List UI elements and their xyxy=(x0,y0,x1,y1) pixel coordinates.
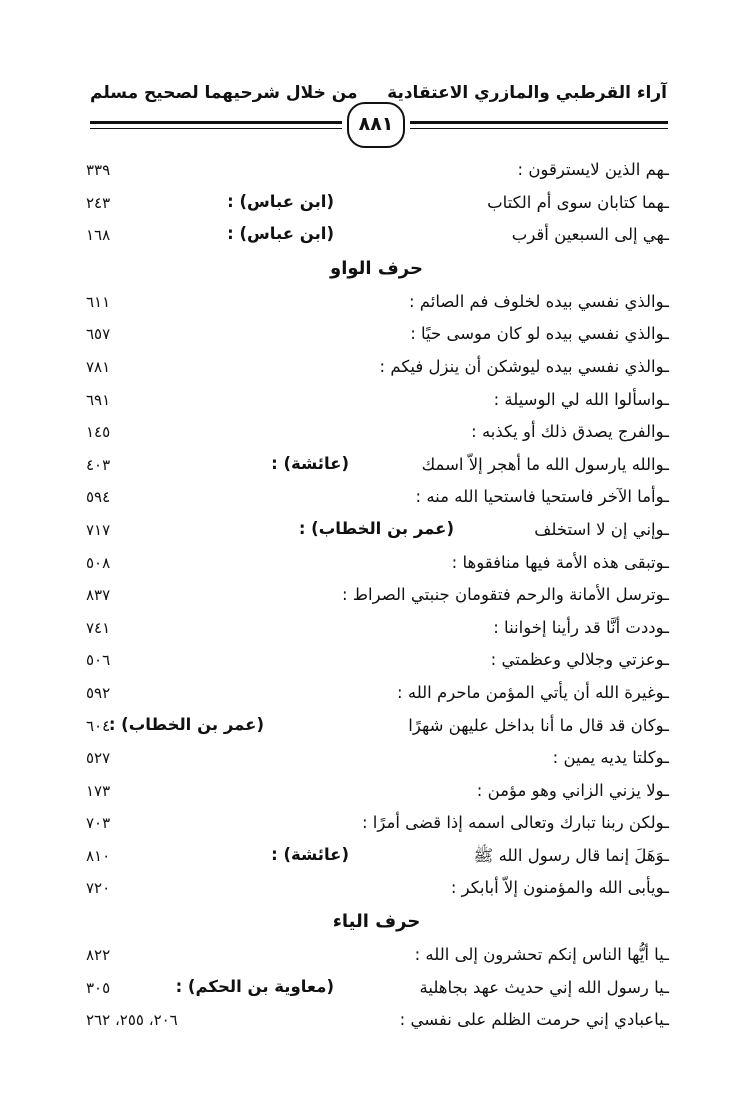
entry-narrator: (عائشة) : xyxy=(271,844,349,864)
entry-page: ٧٢٠ xyxy=(86,879,111,898)
entry-text: ـوددت أنَّا قد رأينا إخواننا : xyxy=(493,617,669,637)
entry-page: ٥٩٢ xyxy=(86,683,111,702)
hadith-index-list xyxy=(84,156,669,1039)
entry-page: ٦٠٤ xyxy=(86,716,111,735)
index-entry xyxy=(84,941,669,974)
index-entry xyxy=(84,156,669,189)
entry-page: ٧٨١ xyxy=(86,357,111,376)
index-entry xyxy=(84,189,669,222)
entry-page: ١٧٣ xyxy=(86,781,111,800)
entry-page: ٦٥٧ xyxy=(86,325,111,344)
entry-page: ٥٩٤ xyxy=(86,488,111,507)
entry-page: ٤٠٣ xyxy=(86,455,111,474)
entry-text: ـوَهَلَ إنما قال رسول الله ﷺ xyxy=(473,845,669,865)
index-entry xyxy=(84,221,669,254)
entry-text: ـياعبادي إني حرمت الظلم على نفسي : xyxy=(399,1010,669,1030)
entry-text: ـهي إلى السبعين أقرب xyxy=(511,225,669,245)
entry-page: ٧١٧ xyxy=(86,520,111,539)
index-entry xyxy=(84,646,669,679)
entry-page: ٥٢٧ xyxy=(86,749,111,768)
entry-text: ـوالفرج يصدق ذلك أو يكذبه : xyxy=(471,422,669,442)
index-entry xyxy=(84,679,669,712)
index-entry xyxy=(84,581,669,614)
entry-page: ٣٠٥ xyxy=(86,978,111,997)
entry-page: ٥٠٦ xyxy=(86,651,111,670)
entry-page: ٢٤٣ xyxy=(86,193,111,212)
entry-page: ٥٠٨ xyxy=(86,553,111,572)
header-rule-left-thin xyxy=(90,128,342,129)
index-entry xyxy=(84,353,669,386)
index-entry xyxy=(84,516,669,549)
index-entry xyxy=(84,777,669,810)
entry-narrator: (عائشة) : xyxy=(271,453,349,473)
entry-page: ٣٣٩ xyxy=(86,161,111,179)
index-entry xyxy=(84,744,669,777)
entry-narrator: (ابن عباس) : xyxy=(227,191,334,211)
entry-text: ـوغيرة الله أن يأتي المؤمن ماحرم الله : xyxy=(397,682,669,702)
entry-text: ـوالله يارسول الله ما أهجر إلاّ اسمك xyxy=(421,454,669,474)
index-entry xyxy=(84,712,669,745)
entry-text: ـوعزتي وجلالي وعظمتي : xyxy=(490,650,669,670)
entry-page: ٦١١ xyxy=(86,292,111,311)
entry-text: ـوالذي نفسي بيده ليوشكن أن ينزل فيكم : xyxy=(379,356,669,376)
entry-text: ـويأبى الله والمؤمنون إلاّ أبابكر : xyxy=(450,878,669,898)
index-entry xyxy=(84,451,669,484)
entry-text: ـيا أيُّها الناس إنكم تحشرون إلى الله : xyxy=(414,945,669,965)
index-entry xyxy=(84,288,669,321)
entry-text: ـوإني إن لا استخلف xyxy=(534,519,669,539)
index-entry xyxy=(84,483,669,516)
entry-narrator: (عمر بن الخطاب) : xyxy=(298,518,454,538)
entry-text: ـوتبقى هذه الأمة فيها منافقوها : xyxy=(451,552,669,572)
entry-narrator: (معاوية بن الحكم) : xyxy=(175,976,334,996)
entry-page: ٨١٠ xyxy=(86,846,111,865)
entry-page: ٧٤١ xyxy=(86,618,111,637)
section-heading-ya: حرف الياء xyxy=(332,911,421,933)
index-entry xyxy=(84,386,669,419)
entry-page: ٧٠٣ xyxy=(86,814,111,833)
header-rule-left xyxy=(90,121,342,124)
entry-page: ١٦٨ xyxy=(86,226,111,245)
entry-text: ـوالذي نفسي بيده لخلوف فم الصائم : xyxy=(408,291,669,311)
entry-text: ـوالذي نفسي بيده لو كان موسى حيًا : xyxy=(410,324,669,344)
index-entry xyxy=(84,1006,669,1039)
index-entry xyxy=(84,974,669,1007)
index-entry xyxy=(84,809,669,842)
entry-text: ـوترسل الأمانة والرحم فتقومان جنبتي الصراط : xyxy=(341,585,669,605)
entry-text: ـهم الذين لايسترقون : xyxy=(517,160,669,179)
entry-narrator: (ابن عباس) : xyxy=(227,224,334,244)
entry-page: ٢٠٦، ٢٥٥، ٢٦٢ xyxy=(86,1011,178,1030)
entry-page: ٦٩١ xyxy=(86,390,111,409)
header-rule-right-thin xyxy=(410,128,668,129)
entry-text: ـيا رسول الله إني حديث عهد بجاهلية xyxy=(419,977,669,997)
page-number-badge: ٨٨١ xyxy=(347,102,405,148)
index-entry xyxy=(84,549,669,582)
index-entry xyxy=(84,418,669,451)
index-entry xyxy=(84,874,669,907)
entry-text: ـوكان قد قال ما أنا بداخل عليهن شهرًا xyxy=(408,715,669,735)
entry-page: ١٤٥ xyxy=(86,423,111,442)
entry-text: ـواسألوا الله لي الوسيلة : xyxy=(493,389,669,409)
entry-page: ٨٣٧ xyxy=(86,586,111,605)
entry-page: ٨٢٢ xyxy=(86,946,111,965)
index-entry xyxy=(84,320,669,353)
running-header-title: آراء القرطبي والمازري الاعتقادية xyxy=(387,83,667,103)
index-entry xyxy=(84,842,669,875)
header-rule-right xyxy=(410,121,668,124)
entry-text: ـوكلتا يديه يمين : xyxy=(552,748,669,768)
entry-text: ـولكن ربنا تبارك وتعالى اسمه إذا قضى أمرًا : xyxy=(361,813,669,833)
entry-text: ـولا يزني الزاني وهو مؤمن : xyxy=(476,780,669,800)
index-entry xyxy=(84,614,669,647)
entry-text: ـهما كتابان سوى أم الكتاب xyxy=(487,192,669,212)
section-heading-waw: حرف الواو xyxy=(330,257,423,279)
running-header-subtitle: من خلال شرحيهما لصحيح مسلم xyxy=(90,83,358,103)
entry-narrator: (عمر بن الخطاب) : xyxy=(108,714,264,734)
entry-text: ـوأما الآخر فاستحيا فاستحيا الله منه : xyxy=(415,487,669,507)
